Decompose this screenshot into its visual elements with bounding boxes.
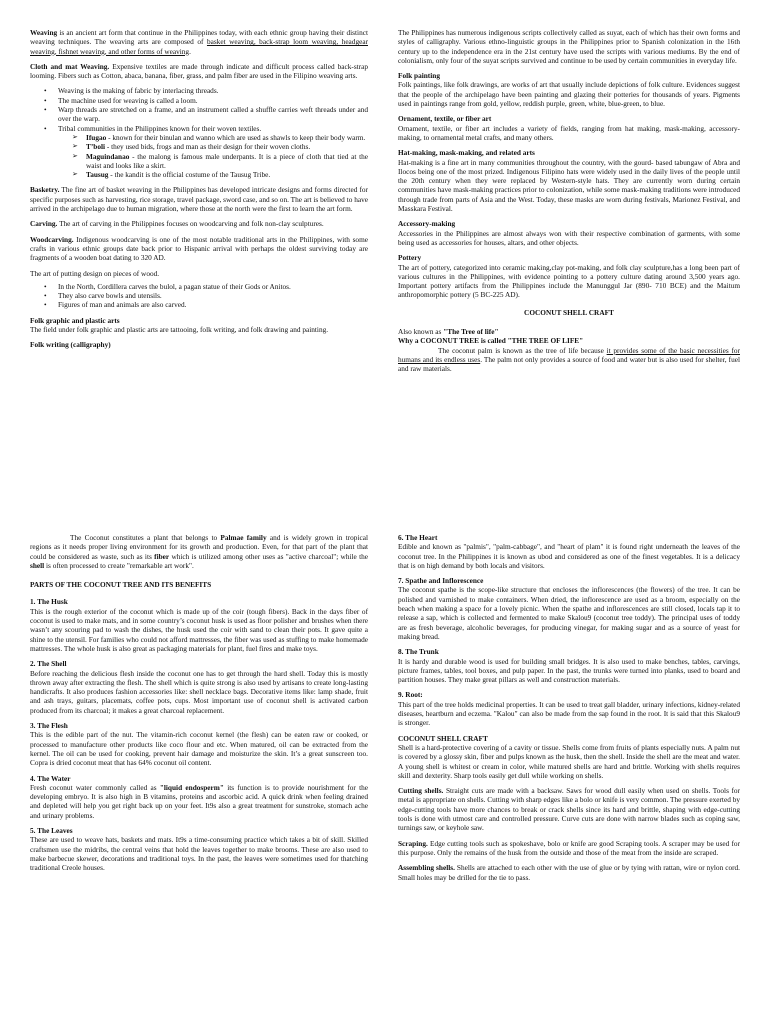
assembling-shells-paragraph: Assembling shells. Shells are attached to each other with the use of glue or by tying with rattan, wire or nylon cord. Small holes may be drilled for the tie to pass. [398, 863, 740, 882]
tribe-list [58, 133, 368, 179]
husk-section: 1. The Husk This is the rough exterior of the coconut which is made up of the coir (tough fibers). Back in the days fiber of coconut is used to make mats, and in some country’s coconut husk is used as floor polisher and brushes when there wasn’t any scouring pad to wash the dishes, the husk used the coir with sand to clean their pots. It gave quite a shine to the utensil. For families who could not afford mattresses, the fiber was used as stuffing to make homemade mattresses. The whole husk is also great as packaging materials for plant, fuel fires and make toys. [30, 597, 368, 653]
list-item: ➢ T’boli - they used bids, frogs and man as their design for their woven cloths. [86, 142, 368, 151]
folk-writing-heading: Folk writing (calligraphy) [30, 340, 111, 350]
section-heading: 2. The Shell [30, 659, 67, 669]
spathe-section: 7. Spathe and Inflorescence The coconut spathe is the scope-like structure that encloses the inflorescences (the flowers) of the tree. It can be polished and varnished to make containers. When dried, the inflorescence are used as a broom, especially on the beach when making a space for a lovely picnic. When the spathe and inflorescences are still closed, locals tap it to release a sap, which is collected and fermented to make Skalou9 (coconut tree toddy). The principal uses of toddy are as fresh beverage, alcoholic beverages, for producing vinegar, for making sugar and as a source of yeast for making bread. [398, 576, 740, 641]
heart-section: 6. The Heart Edible and known as "palmis", "palm-cabbage", and "heart of plam" it is found right underneath the leaves of the coconut tree. In the Philippines it is known as ubod and considered as one of the finest vegetables. It is a delicacy that is on high demand by both locals and visitors. [398, 533, 740, 570]
section-heading: 3. The Flesh [30, 721, 68, 731]
section-heading: 7. Spathe and Inflorescence [398, 576, 484, 586]
scraping-paragraph: Scraping. Edge cutting tools such as spokeshave, bolo or knife are good Scraping tools. A scraper may be used for this purpose. Only the remains of the husk from the outside and those of the meat from the inside are scraped. [398, 838, 740, 857]
list-item: ➢ Ifugao - known for their binulan and wanno which are used as shawls to keep their body warm. [86, 133, 368, 142]
scripts-paragraph: The Philippines has numerous indigenous scripts collectively called as suyat, each of which has their own forms and styles of calligraphy. Various ethno-linguistic groups in the Philippines prior to Spanish colonization in the 16th century up to the independence era in the 21st century have used the scripts with various mediums. By the end of colonialism, only four of the suyat scripts survived and continue to be used by certain communities in everyday life. [398, 28, 740, 65]
section-heading: COCONUT SHELL CRAFT [398, 733, 488, 743]
section-heading: Folk graphic and plastic arts [30, 315, 120, 325]
section-heading: 1. The Husk [30, 597, 68, 607]
section-heading: Ornament, textile, or fiber art [398, 114, 492, 124]
top-right-column [398, 28, 740, 380]
trunk-section: 8. The Trunk It is hardy and durable wood is used for building small bridges. It is also used to make benches, tables, carvings, picture frames, tables, tool boxes, and pulp paper. In the past, the trunks were turned into planks, used to board and partition houses. They make great pillars as well and construction materials. [398, 647, 740, 685]
list-item: • Figures of man and animals are also carved. [58, 300, 368, 309]
list-item: • Tribal communities in the Philippines known for their woven textiles. ➢ Ifugao - known for their binulan and wanno which are used as shawls to keep their body warm. ➢ T’boli - they used bids, frogs and man as their design for their woven cloths. ➢ Maguindanao - the malong is famous male underpants. It is a piece of cloth that tied at the waist and looks like a skirt. ➢ Tausug - the kandit is the official costume of the Tausug Tribe. [58, 124, 368, 180]
shell-craft-section: COCONUT SHELL CRAFT Shell is a hard-protective covering of a cavity or tissue. Shells come from fruits of plants especially nuts. A palm nut is covered by a glossy skin, fiber and pulps known as the husk, then the shell. Inside the shell are the meat and water. A young shell is whitest or cream in color, while matured shells are hard and brittle. Working with shells requires skill and dexterity. Sharp tools easily get dull while working on shells. [398, 733, 740, 780]
list-item: ➢ Tausug - the kandit is the official costume of the Tausug Tribe. [86, 170, 368, 179]
parts-heading: PARTS OF THE COCONUT TREE AND ITS BENEFITS [30, 580, 212, 590]
coconut-shell-craft-heading: COCONUT SHELL CRAFT [524, 307, 614, 317]
bottom-left-column [30, 533, 368, 879]
pottery-section: Pottery The art of pottery, categorized into ceramic making,clay pot-making, and folk clay sculpture,has a long been part of various cultures in the Philippines, with evidence pointing to a pottery culture dating around 3,500 years ago. Important pottery artifacts from the Philippines include the Manunggul Jar (890- 710 BCE) and the Maitum anthropomorphic pottery (5 BC-225 AD). [398, 253, 740, 300]
section-heading: 5. The Leaves [30, 826, 73, 836]
folk-painting-section: Folk painting Folk paintings, like folk drawings, are works of art that usually include depictions of folk culture. Evidences suggest that the people of the archipelago have been painting and glazing their potteries for thousands of years. Pigments used in paintings range from gold, yellow, reddish purple, green, white, blue-green, to blue. [398, 71, 740, 109]
woodcarving-paragraph: Woodcarving. Indigenous woodcarving is one of the most notable traditional arts in the Philippines, with some crafts in various ethnic groups date back prior to Hispanic arrival with perhaps the oldest surviving today are fragments of a wooden boat dating to 320 AD. [30, 234, 368, 263]
list-item: • Weaving is the making of fabric by interlacing threads. [58, 86, 368, 95]
list-item: ➢ Maguindanao - the malong is famous male underpants. It is a piece of cloth that tied at the waist and looks like a skirt. [86, 152, 368, 171]
carving-paragraph: Carving. The art of carving in the Philippines focuses on woodcarving and folk non-clay sculptures. [30, 219, 324, 229]
putting-design-text: The art of putting design on pieces of wood. [30, 268, 160, 278]
root-section: 9. Root: This part of the tree holds medicinal properties. It can be used to treat gall bladder, urinary infections, kidney-related diseases, heartburn and eczema. "Kalou" can also be made from the sap found in the root. It is said that this Skalou9 is stronger. [398, 690, 740, 728]
section-heading: Pottery [398, 253, 422, 263]
ornament-section: Ornament, textile, or fiber art Ornament, textile, or fiber art includes a variety of fields, ranging from hat making, mask-making, accessory- making, to ornamental metal crafts, and many others. [398, 114, 740, 142]
section-heading: Hat-making, mask-making, and related arts [398, 148, 535, 158]
section-heading: Folk painting [398, 71, 440, 81]
section-heading: Accessory-making [398, 219, 456, 229]
top-left-column [30, 28, 368, 356]
accessory-section: Accessory-making Accessories in the Philippines are almost always won with their respective combination of garments, with some being used as accessories for houses, altars, and other objects. [398, 219, 740, 247]
water-section: 4. The Water Fresh coconut water commonly called as "liquid endosperm" its function is to provide nourishment for the developing embryo. It is also high in B vitamins, proteins and ascorbic acid. A quick drink when feeling drained and depleted will help you get right back up on your feet. It9s also a great treatment for sunstroke, stomach ache and urinary problems. [30, 773, 369, 820]
section-heading: 9. Root: [398, 690, 423, 700]
folk-graphic-section: Folk graphic and plastic arts The field under folk graphic and plastic arts are tattooing, folk writing, and folk drawing and painting. [30, 315, 329, 335]
hat-making-section: Hat-making, mask-making, and related arts Hat-making is a fine art in many communities throughout the country, with the gourd- based tabungaw of Abra and Ilocos being one of the most prized. Indigenous Filipino hats were widely used in the daily lives of the people until the 20th century when they were replaced by Western-style hats. They are currently worn during certain communities have mask-making practices prior to colonization, while some mask-making traditions were introduced through trade from parts of Asia and the West. Today, these masks are worn during festivals, Marionez Festival, and Masskara Festival. [398, 148, 740, 214]
weaving-bullet-list [30, 86, 368, 179]
shell-section: 2. The Shell Before reaching the delicious flesh inside the coconut one has to get through the hard shell. Today this is mostly thrown away after extracting the flesh. The shell which is quite strong is also used by artisans to create long-lasting handicrafts. It also produces fashion accessories like: shell necklace bags. Decorative items like: lamp shade, fruit and ash trays, guitars, placemats, coffee pots, cups. Most important use of coconut shell is activated carbon produced from its charcoal; it makes a great charcoal replacement. [30, 659, 368, 715]
section-heading: 6. The Heart [398, 533, 438, 542]
flesh-section: 3. The Flesh This is the edible part of the nut. The vitamin-rich coconut kernel (the flesh) can be eaten raw or cooked, or processed to manufacture other products like coco flour and etc. When matured, oil can be extracted from the kernel. The oil can be used for cooking, prevent hair damage and moisturize the skin. It’s a great sunscreen too. Copra is dried coconut meat that has 64% coconut oil content. [30, 721, 368, 768]
section-heading: 4. The Water [30, 773, 71, 783]
leaves-section: 5. The Leaves These are used to weave hats, baskets and mats. It9s a time-consuming practice which takes a bit of skill. Skilled craftsmen use the midribs, the central veins that hold the leaves together to make brooms. These are also used to make barbecue skewer, decorations and traditional toys. In the past, the leaves were sometimes used for thatching traditional Creole houses. [30, 826, 368, 873]
list-item: • In the North, Cordillera carves the bulol, a pagan statue of their Gods or Anitos. [58, 282, 368, 291]
list-item: • The machine used for weaving is called a loom. [58, 96, 368, 105]
also-known-line: Also known as "The Tree of life" [398, 327, 499, 337]
cloth-paragraph: Cloth and mat Weaving. Expensive textiles are made through indicate and difficult process called back-strap looming. Fibers such as Cotton, abaca, banana, fiber, grass, and palm fiber are used in the Filipino weaving arts. [30, 61, 369, 81]
cutting-shells-paragraph: Cutting shells. Straight cuts are made with a backsaw. Saws for wood dull easily when used on shells. Tools for metal is appropriate on shells. Cutting with sharp edges like a bolo or knife is very common. The pressure exerted by edge-cutting tools have more chances to break or crack shells since its hard and brittle, shaping with edge-cutting tools is done with utmost care and controlled pressure. Curve cuts are done with narrow blades such as coping saw, turnings saw, or keyhole saw. [398, 786, 740, 833]
why-line: Why a COCONUT TREE is called "THE TREE OF LIFE" [398, 336, 584, 346]
list-item: • They also carve bowls and utensils. [58, 291, 368, 300]
wood-bullet-list [30, 282, 368, 310]
list-item: • Warp threads are stretched on a frame, and an instrument called a shuffle carries weft threads under and over the warp. [58, 105, 368, 124]
tree-of-life-paragraph: The coconut palm is known as the tree of life because it provides some of the basic necessities for humans and its endless uses. The palm not only provides a source of food and water but is also used for shelter, fuel and raw materials. [398, 345, 740, 374]
bottom-right-column [398, 533, 740, 888]
coconut-intro-paragraph: The Coconut constitutes a plant that belongs to Palmae family and is widely grown in tropical regions as it needs proper living environment for its growth and production. Even, for that part of the plant that could be considered as waste, such as its fiber which is utilized among other uses as "active charcoal"; while the shell is often processed to create "remarkable art work". [30, 533, 368, 570]
basketry-paragraph: Basketry. The fine art of basket weaving in the Philippines has developed intricate designs and forms directed for specific purposes such as harvesting, rice storage, travel package, sword case, and so on. The art is believed to have arrived in the archipelago due to human migration, where those at the north were the first to learn the art form. [30, 185, 368, 214]
section-heading: 8. The Trunk [398, 647, 439, 657]
weaving-paragraph: Weaving is an ancient art form that continue in the Philippines today, with each ethnic group having their distinct weaving techniques. The weaving arts are composed of basket weaving, back-strap loom weaving, headgear weaving, fishnet weaving, and other forms of weaving. [30, 28, 368, 56]
